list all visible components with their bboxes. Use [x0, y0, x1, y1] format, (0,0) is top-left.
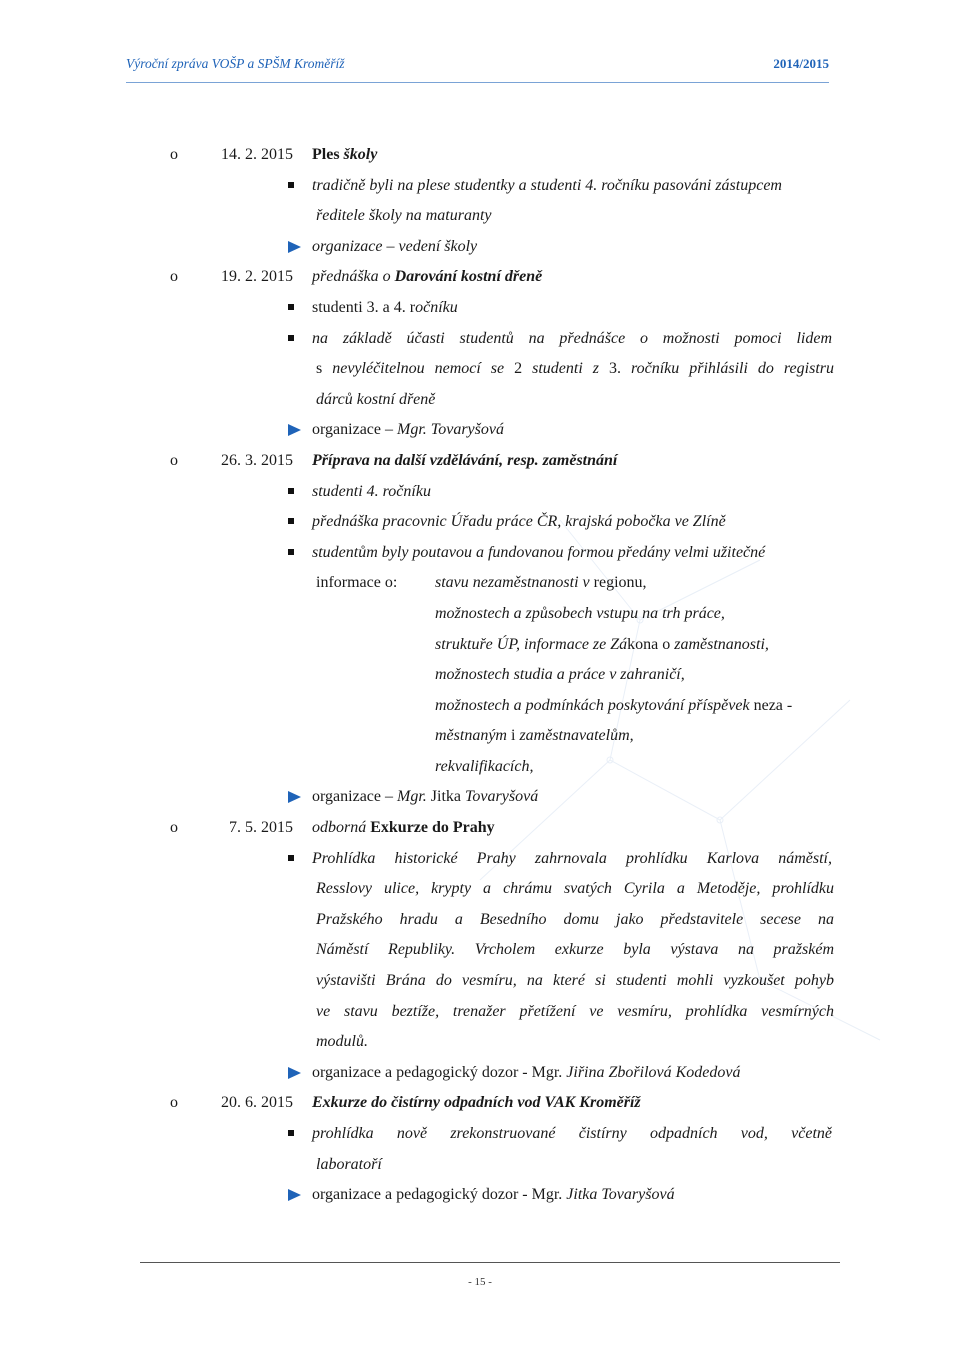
event-date: 7. 5. 2015	[229, 819, 293, 837]
bullet-text: prohlídka nově zrekonstruované čistírny odpadních vod, včetně	[312, 1125, 832, 1142]
event-heading	[0, 446, 960, 477]
event-date: 14. 2. 2015	[221, 146, 293, 163]
event-line	[0, 721, 960, 752]
event-title: Exkurze do čistírny odpadních vod VAK Kroměříž	[312, 1094, 641, 1112]
event-line	[0, 171, 960, 202]
event-line	[0, 568, 960, 599]
event-line	[0, 905, 960, 936]
info-item: stavu nezaměstnanosti v regionu,	[435, 574, 647, 592]
event-line	[0, 385, 960, 416]
event-line	[0, 1027, 960, 1058]
arrow-bullet-icon	[288, 1189, 301, 1201]
event-date: 19. 2. 2015	[221, 268, 293, 286]
continuation-text: výstavišti Brána do vesmíru, na které si studenti mohli vyzkoušet pohyb	[316, 972, 834, 990]
info-item: struktuře ÚP, informace ze Zákona o zaměstnanosti,	[435, 635, 769, 653]
organizer-text: organizace – vedení školy	[312, 237, 478, 255]
square-bullet-icon	[288, 335, 294, 341]
continuation-text: ve stavu beztíže, trenažer přetížení ve vesmíru, prohlídka vesmírných	[316, 1002, 834, 1020]
info-label: informace o:	[316, 574, 398, 592]
bullet-text: Prohlídka historické Prahy zahrnovala prohlídku Karlova náměstí,	[312, 849, 832, 867]
square-bullet-icon	[288, 304, 294, 310]
event-line	[0, 354, 960, 385]
arrow-bullet-icon	[288, 1067, 301, 1079]
event-heading	[0, 813, 960, 844]
continuation-text: laboratoří	[316, 1155, 382, 1173]
event-line	[0, 1058, 960, 1089]
event-heading	[0, 140, 960, 171]
continuation-text: Pražského hradu a Besedního domu jako představitele secese na	[316, 910, 834, 928]
event-line	[0, 415, 960, 446]
event-list	[0, 140, 960, 1211]
organizer-text: organizace a pedagogický dozor - Mgr. Jitka Tovaryšová	[312, 1186, 675, 1204]
bullet-circle-icon: o	[170, 451, 178, 469]
continuation-text: Resslovy ulice, krypty a chrámu svatých Cyrila a Metoděje, prohlídku	[316, 880, 834, 898]
bullet-circle-icon: o	[170, 1094, 178, 1112]
square-bullet-icon	[288, 488, 294, 494]
arrow-bullet-icon	[288, 424, 301, 436]
event-line	[0, 201, 960, 232]
info-item: rekvalifikacích,	[435, 757, 534, 775]
event-line	[0, 691, 960, 722]
continuation-text: dárců kostní dřeně	[316, 390, 436, 408]
event-line	[0, 997, 960, 1028]
event-line	[0, 507, 960, 538]
event-line	[0, 660, 960, 691]
event-line	[0, 966, 960, 997]
organizer-text: organizace – Mgr. Jitka Tovaryšová	[312, 788, 539, 806]
event-line	[0, 1180, 960, 1211]
event-line	[0, 477, 960, 508]
info-item: možnostech a způsobech vstupu na trh práce,	[435, 604, 725, 622]
info-item: městnaným i zaměstnavatelům,	[435, 727, 634, 745]
bullet-text: studenti 4. ročníku	[312, 482, 431, 500]
info-item: možnostech a podmínkách poskytování příspěvek neza -	[435, 696, 793, 714]
organizer-text: organizace – Mgr. Tovaryšová	[312, 421, 504, 439]
bullet-circle-icon: o	[170, 819, 178, 837]
event-heading	[0, 1088, 960, 1119]
event-title: Ples školy	[312, 146, 378, 163]
bullet-text: na základě účasti studentů na přednášce o možnosti pomoci lidem	[312, 329, 832, 347]
footer-divider	[140, 1262, 840, 1263]
event-heading	[0, 262, 960, 293]
info-item: možnostech studia a práce v zahraničí,	[435, 666, 685, 684]
event-line	[0, 1150, 960, 1181]
event-line	[0, 232, 960, 263]
event-date: 26. 3. 2015	[221, 451, 293, 469]
event-line	[0, 752, 960, 783]
event-line	[0, 844, 960, 875]
arrow-bullet-icon	[288, 791, 301, 803]
continuation-text: modulů.	[316, 1033, 368, 1051]
event-line	[0, 1119, 960, 1150]
bullet-text: přednáška pracovnic Úřadu práce ČR, krajská pobočka ve Zlíně	[312, 513, 726, 531]
continuation-text: ředitele školy na maturanty	[316, 207, 492, 225]
header-year: 2014/2015	[773, 56, 829, 71]
page-number: - 15 -	[468, 1276, 492, 1288]
arrow-bullet-icon	[288, 241, 301, 253]
square-bullet-icon	[288, 518, 294, 524]
event-line	[0, 324, 960, 355]
event-line	[0, 293, 960, 324]
square-bullet-icon	[288, 549, 294, 555]
continuation-text: s nevyléčitelnou nemocí se 2 studenti z 3. ročníku přihlásili do registru	[316, 360, 834, 378]
bullet-text: studentům byly poutavou a fundovanou formou předány velmi užitečné	[312, 543, 766, 561]
event-title: Příprava na další vzdělávání, resp. zaměstnání	[312, 451, 618, 469]
bullet-circle-icon: o	[170, 146, 178, 163]
square-bullet-icon	[288, 1130, 294, 1136]
event-line	[0, 538, 960, 569]
organizer-text: organizace a pedagogický dozor - Mgr. Jiřina Zbořilová Kodedová	[312, 1063, 741, 1081]
event-title: přednáška o Darování kostní dřeně	[312, 268, 543, 286]
square-bullet-icon	[288, 182, 294, 188]
continuation-text: Náměstí Republiky. Vrcholem exkurze byla výstava na pražském	[316, 941, 834, 959]
square-bullet-icon	[288, 855, 294, 861]
bullet-circle-icon: o	[170, 268, 178, 286]
event-date: 20. 6. 2015	[221, 1094, 293, 1112]
event-line	[0, 782, 960, 813]
event-line	[0, 935, 960, 966]
event-title: odborná Exkurze do Prahy	[312, 819, 495, 837]
event-line	[0, 874, 960, 905]
header-divider	[126, 82, 829, 83]
bullet-text: studenti 3. a 4. ročníku	[312, 298, 458, 316]
bullet-text: tradičně byli na plese studentky a studenti 4. ročníku pasováni zástupcem	[312, 176, 782, 194]
event-line	[0, 630, 960, 661]
header-title: Výroční zpráva VOŠP a SPŠM Kroměříž	[126, 56, 345, 71]
event-line	[0, 599, 960, 630]
